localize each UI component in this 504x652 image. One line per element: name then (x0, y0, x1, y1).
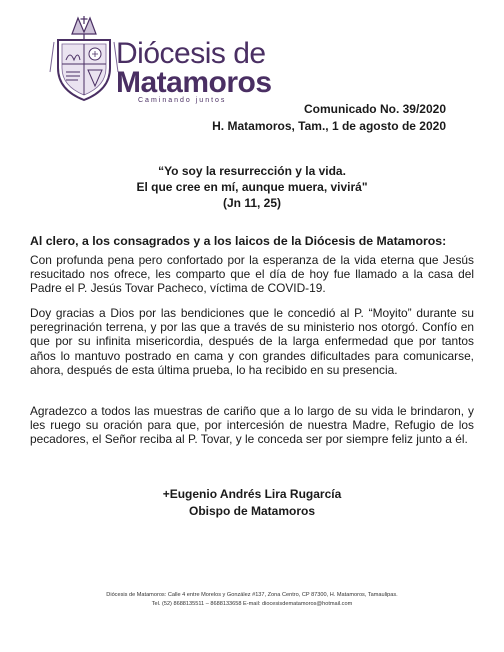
signature-block (0, 486, 504, 520)
paragraph-gratitude: Doy gracias a Dios por las bendiciones que le concedió al P. “Moyito” durante su peregrinación terrena, y por las que a través de su ministerio nos otorgó. Confío en que por su infinita misericordia, después de la larga enfermedad que por tantos años lo mantuvo postrado en cama y con grandes dificultades para comunicarse, ahora, después de esta última prueba, lo ha recibido en su presencia. (30, 306, 474, 377)
footer-contact (0, 591, 504, 609)
paragraph-announcement: Con profunda pena pero confortado por la esperanza de la vida eterna que Jesús resucitado nos ofrece, les comparto que el día de hoy fue llamado a la casa del Padre el P. Jesús Tovar Pacheco, víctima de COVID-19. (30, 253, 474, 296)
communique-header (212, 101, 446, 135)
salutation: Al clero, a los consagrados y a los laicos de la Diócesis de Matamoros: (30, 234, 447, 248)
signature-name: +Eugenio Andrés Lira Rugarcía (162, 487, 342, 501)
diocese-logo-text (116, 37, 272, 104)
scripture-quote (0, 163, 504, 211)
quote-line-2: El que cree en mí, aunque muera, vivirá" (136, 180, 368, 194)
communique-number: Comunicado No. 39/2020 (303, 102, 446, 116)
paragraph-prayer-request: Agradezco a todos las muestras de cariño que a lo largo de su vida le brindaron, y les ruego su oración para que, por intercesión de nuestra Madre, Refugio de los pecadores, el Señor reciba al P. Tovar, y le conceda ser por siempre feliz junto a él. (30, 404, 474, 447)
quote-line-1: “Yo soy la resurrección y la vida. (158, 164, 346, 178)
footer-phone-email: Tel. (52) 8688135511 – 8688133658 E-mail: diocesisdematamoros@hotmail.com (151, 601, 353, 607)
logo-line-dioceses: Diócesis de (116, 37, 266, 70)
logo-line-matamoros: Matamoros (116, 66, 272, 99)
quote-reference: (Jn 11, 25) (222, 196, 282, 210)
signature-title: Obispo de Matamoros (188, 504, 316, 518)
place-and-date: H. Matamoros, Tam., 1 de agosto de 2020 (212, 119, 446, 133)
footer-address: Diócesis de Matamoros: Calle 4 entre Morelos y González #137, Zona Centro, CP 87300, H. Matamoros, Tamaulipas. (106, 592, 398, 598)
diocese-coat-of-arms-icon (44, 12, 124, 104)
logo-tagline: Caminando juntos (138, 97, 227, 104)
